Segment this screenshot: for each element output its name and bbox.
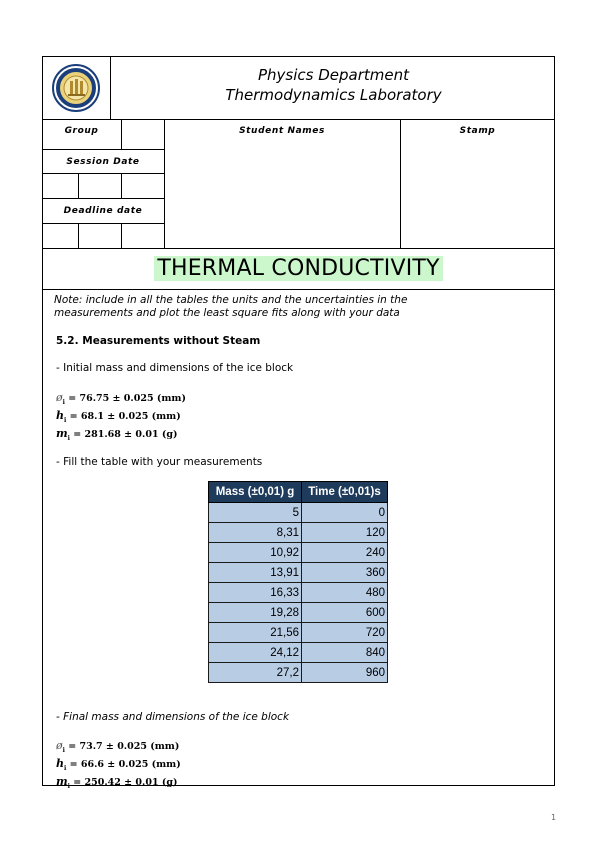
table-header: Time (±0,01)s bbox=[302, 482, 388, 503]
table-header-row bbox=[209, 482, 388, 503]
header-department: Physics Department bbox=[257, 66, 409, 84]
measurements-table bbox=[208, 481, 388, 683]
group-label: Group bbox=[64, 126, 99, 136]
time-cell: 600 bbox=[302, 603, 388, 623]
student-names-label: Student Names bbox=[239, 126, 325, 136]
mass-symbol: m bbox=[56, 774, 68, 788]
table-row bbox=[209, 543, 388, 563]
table-row bbox=[209, 563, 388, 583]
initial-diameter: = 76.75 ± 0.025 (mm) bbox=[68, 393, 186, 404]
subscript: i bbox=[67, 782, 70, 790]
height-symbol: h bbox=[56, 756, 64, 770]
initial-mass: = 281.68 ± 0.01 (g) bbox=[73, 428, 178, 440]
section-heading: 5.2. Measurements without Steam bbox=[56, 335, 261, 347]
mass-cell: 5 bbox=[209, 503, 302, 523]
group-cell-divider bbox=[121, 119, 122, 149]
fill-text: - Fill the table with your measurements bbox=[56, 456, 263, 468]
mass-cell: 27,2 bbox=[209, 663, 302, 683]
time-cell: 120 bbox=[302, 523, 388, 543]
time-cell: 240 bbox=[302, 543, 388, 563]
note-text: Note: include in all the tables the units and the uncertainties in the measurements and plot the least square fits along with your data bbox=[54, 294, 408, 319]
time-cell: 360 bbox=[302, 563, 388, 583]
form-line bbox=[42, 198, 164, 199]
table-row bbox=[209, 523, 388, 543]
subscript: i bbox=[62, 398, 65, 406]
form-divider-left bbox=[164, 119, 165, 249]
mass-cell: 24,12 bbox=[209, 643, 302, 663]
diameter-symbol: ø bbox=[56, 739, 63, 752]
form-divider-right bbox=[400, 119, 401, 249]
mass-cell: 16,33 bbox=[209, 583, 302, 603]
page-title: THERMAL CONDUCTIVITY bbox=[154, 256, 442, 281]
subscript: i bbox=[67, 434, 70, 442]
form-line bbox=[42, 149, 164, 150]
final-height: = 66.6 ± 0.025 (mm) bbox=[69, 758, 181, 770]
time-cell: 0 bbox=[302, 503, 388, 523]
subscript: i bbox=[62, 746, 65, 754]
header-laboratory: Thermodynamics Laboratory bbox=[225, 86, 442, 104]
stamp-label: Stamp bbox=[459, 126, 496, 136]
final-measurements bbox=[56, 739, 181, 793]
form-line bbox=[42, 173, 164, 174]
mass-cell: 19,28 bbox=[209, 603, 302, 623]
mass-cell: 8,31 bbox=[209, 523, 302, 543]
initial-measurements bbox=[56, 391, 186, 445]
date-cell-divider bbox=[121, 173, 122, 198]
mass-cell: 13,91 bbox=[209, 563, 302, 583]
date-cell-divider bbox=[78, 223, 79, 249]
university-seal bbox=[50, 63, 102, 113]
final-mass: = 250.42 ± 0.01 (g) bbox=[73, 776, 178, 788]
initial-text: - Initial mass and dimensions of the ice block bbox=[56, 362, 294, 374]
table-row bbox=[209, 623, 388, 643]
title-wrap bbox=[42, 256, 555, 281]
table-header: Mass (±0,01) g bbox=[209, 482, 302, 503]
date-cell-divider bbox=[78, 173, 79, 198]
table-row bbox=[209, 503, 388, 523]
table-row bbox=[209, 663, 388, 683]
page-number: 1 bbox=[551, 813, 557, 822]
mass-cell: 21,56 bbox=[209, 623, 302, 643]
table-row bbox=[209, 643, 388, 663]
table-row bbox=[209, 583, 388, 603]
mass-cell: 10,92 bbox=[209, 543, 302, 563]
final-text: - Final mass and dimensions of the ice block bbox=[56, 711, 290, 723]
time-cell: 480 bbox=[302, 583, 388, 603]
date-cell-divider bbox=[121, 223, 122, 249]
form-line bbox=[42, 223, 164, 224]
time-cell: 720 bbox=[302, 623, 388, 643]
deadline-date-label: Deadline date bbox=[63, 206, 143, 216]
height-symbol: h bbox=[56, 408, 64, 422]
final-diameter: = 73.7 ± 0.025 (mm) bbox=[68, 741, 180, 752]
initial-height: = 68.1 ± 0.025 (mm) bbox=[69, 410, 181, 422]
subscript: i bbox=[64, 764, 67, 772]
time-cell: 960 bbox=[302, 663, 388, 683]
header-divider bbox=[110, 56, 111, 120]
subscript: i bbox=[64, 416, 67, 424]
form-box bbox=[42, 119, 555, 249]
table-row bbox=[209, 603, 388, 623]
time-cell: 840 bbox=[302, 643, 388, 663]
session-date-label: Session Date bbox=[66, 157, 140, 167]
mass-symbol: m bbox=[56, 426, 68, 440]
diameter-symbol: ø bbox=[56, 391, 63, 404]
